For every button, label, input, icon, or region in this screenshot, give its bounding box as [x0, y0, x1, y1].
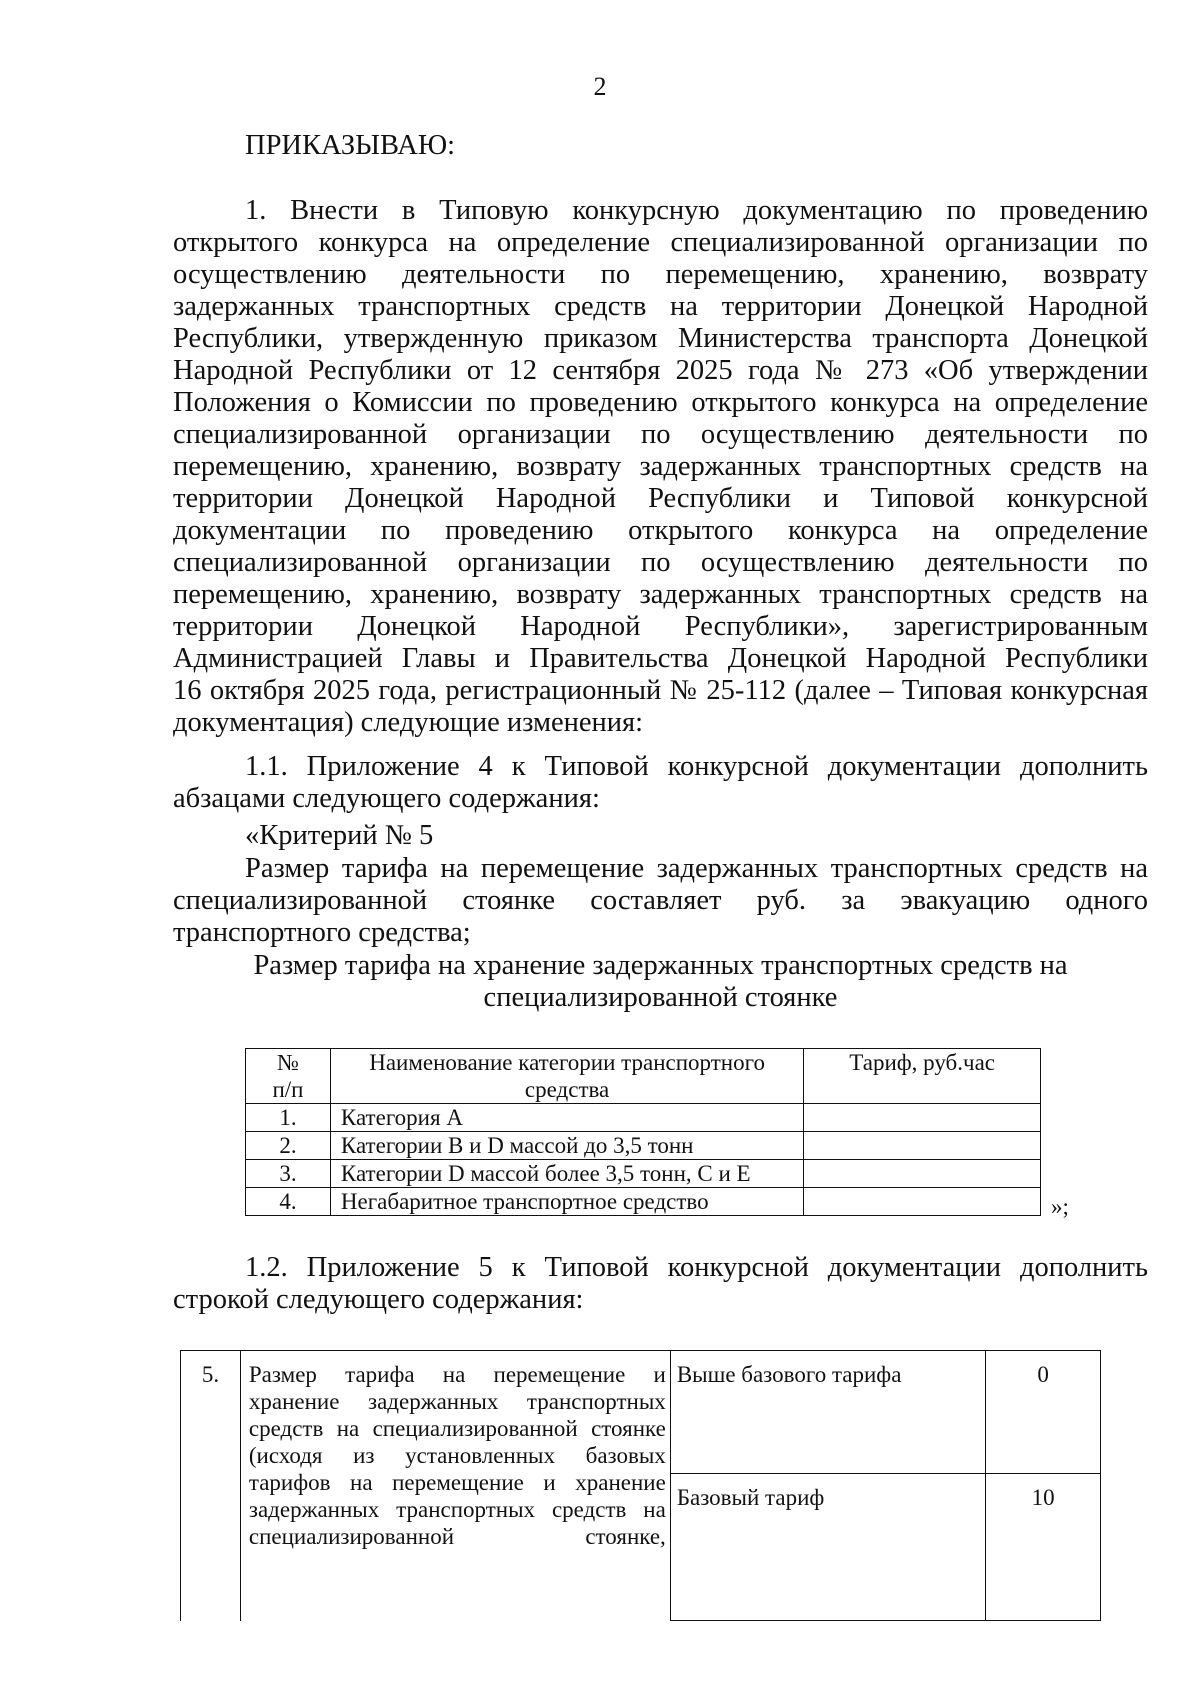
table-row — [246, 1132, 1041, 1160]
criteria-table — [180, 1350, 1101, 1621]
table-row — [181, 1351, 1101, 1474]
option-score: 10 — [986, 1474, 1101, 1621]
text-line: 1.1. Приложение 4 к Типовой конкурсной документации дополнить — [245, 751, 1148, 782]
text-line: хранение задержанных транспортных — [248, 1389, 666, 1414]
text-line: строкой следующего содержания: — [173, 1284, 584, 1315]
table-header-row — [246, 1049, 1041, 1104]
text-line: документации по проведению открытого конкурса на определение — [173, 515, 1148, 546]
text-line: перемещению, хранению, возврату задержанных транспортных средств на — [173, 451, 1148, 482]
header-category: Наименование категории транспортного средства — [330, 1049, 803, 1104]
text-line: абзацами следующего содержания: — [173, 783, 600, 814]
text-line: Размер тарифа на перемещение задержанных транспортных средств на — [245, 853, 1148, 884]
text-line: специализированной стоянке составляет руб. за эвакуацию одного — [173, 885, 1148, 916]
text-line: Размер тарифа на перемещение и — [248, 1362, 666, 1387]
text-line: территории Донецкой Народной Республики и Типовой конкурсной — [173, 483, 1148, 514]
row-category: Категории B и D массой до 3,5 тонн — [330, 1132, 803, 1160]
text-line: открытого конкурса на определение специализированной организации по — [173, 227, 1148, 258]
option-label: Базовый тариф — [670, 1474, 985, 1621]
criterion-label: «Критерий № 5 — [245, 820, 434, 851]
text-line: (исходя из установленных базовых — [248, 1443, 666, 1468]
text-line: территории Донецкой Народной Республики», зарегистрированным — [173, 611, 1148, 642]
order-heading: ПРИКАЗЫВАЮ: — [245, 130, 456, 161]
text-line: Размер тарифа на хранение задержанных транспортных средств на — [253, 950, 1068, 981]
text-line: осуществлению деятельности по перемещению, хранению, возврату — [173, 259, 1148, 290]
row-num: 1. — [246, 1104, 331, 1132]
row-category: Категории D массой более 3,5 тонн, C и E — [330, 1160, 803, 1188]
row-num: 4. — [246, 1188, 331, 1216]
text-line: Администрацией Главы и Правительства Донецкой Народной Республики — [173, 643, 1148, 674]
row-tariff — [804, 1188, 1041, 1216]
table-row — [246, 1188, 1041, 1216]
text-line: перемещению, хранению, возврату задержанных транспортных средств на — [173, 579, 1148, 610]
row-tariff — [804, 1104, 1041, 1132]
text-line: 1.2. Приложение 5 к Типовой конкурсной документации дополнить — [245, 1252, 1148, 1283]
closing-quote: »; — [1051, 1194, 1069, 1219]
row-num: 5. — [181, 1351, 241, 1621]
storage-tariff-table — [245, 1048, 1041, 1216]
row-category: Негабаритное транспортное средство — [330, 1188, 803, 1216]
text-line: специализированной стоянке, — [248, 1524, 666, 1549]
text-line: транспортного средства; — [173, 917, 471, 948]
text-line: средств на специализированной стоянке — [248, 1416, 666, 1441]
text-line: специализированной организации по осуществлению деятельности по — [173, 547, 1148, 578]
table-row — [246, 1104, 1041, 1132]
row-tariff — [804, 1160, 1041, 1188]
text-line: специализированной стоянке — [483, 982, 838, 1013]
text-line: задержанных транспортных средств на территории Донецкой Народной — [173, 291, 1148, 322]
row-num: 3. — [246, 1160, 331, 1188]
page-number: 2 — [593, 72, 607, 101]
text-line: 1. Внести в Типовую конкурсную документацию по проведению — [245, 195, 1148, 226]
row-num: 2. — [246, 1132, 331, 1160]
text-line: специализированной организации по осуществлению деятельности по — [173, 419, 1148, 450]
row-description — [240, 1351, 670, 1621]
option-score: 0 — [986, 1351, 1101, 1474]
row-tariff — [804, 1132, 1041, 1160]
text-line: задержанных транспортных средств на — [248, 1497, 666, 1522]
text-line: Народной Республики от 12 сентября 2025 года № 273 «Об утверждении — [173, 355, 1148, 386]
header-tariff: Тариф, руб.час — [804, 1049, 1041, 1104]
row-category: Категория А — [330, 1104, 803, 1132]
text-line: документация) следующие изменения: — [173, 707, 644, 738]
option-label: Выше базового тарифа — [670, 1351, 985, 1474]
header-num: № п/п — [246, 1049, 331, 1104]
text-line: Республики, утвержденную приказом Министерства транспорта Донецкой — [173, 323, 1148, 354]
table-row — [246, 1160, 1041, 1188]
text-line: 16 октября 2025 года, регистрационный № 25-112 (далее – Типовая конкурсная — [173, 675, 1148, 706]
text-line: тарифов на перемещение и хранение — [248, 1470, 666, 1495]
text-line: Положения о Комиссии по проведению открытого конкурса на определение — [173, 387, 1148, 418]
